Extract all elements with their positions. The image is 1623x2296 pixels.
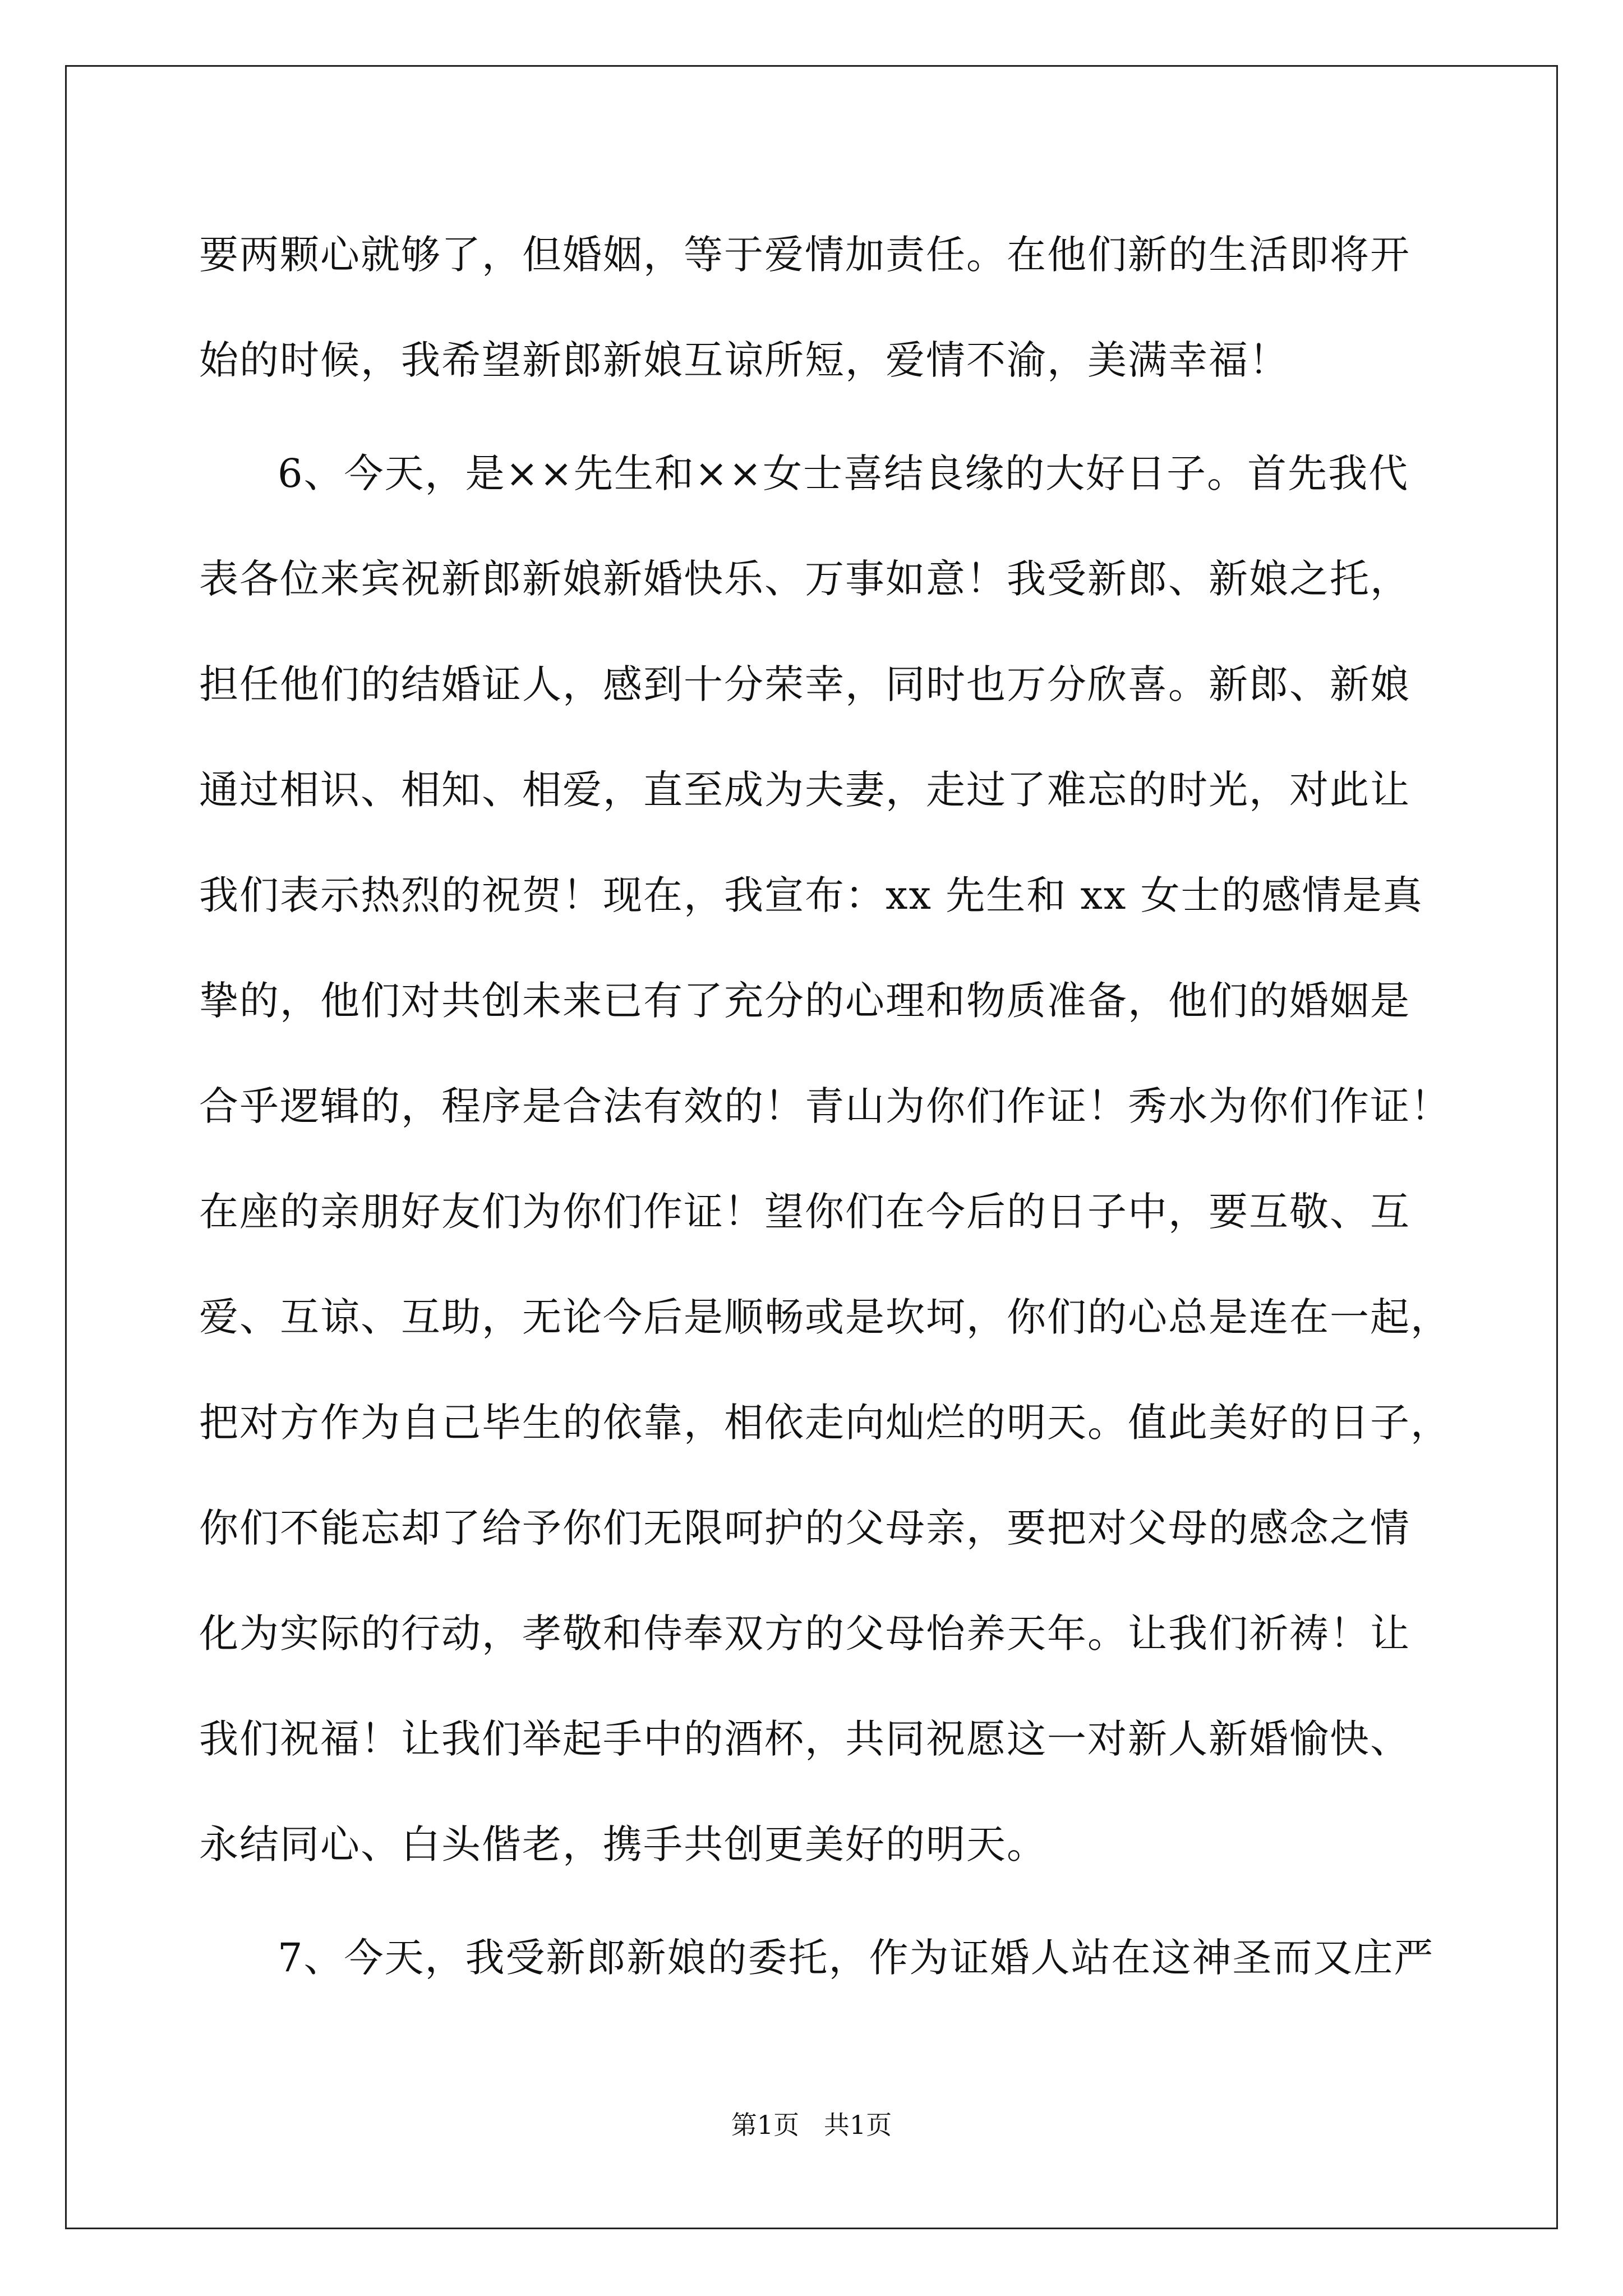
document-body xyxy=(199,202,1451,2010)
text-line: 通过相识、相知、相爱，直至成为夫妻，走过了难忘的时光，对此让 xyxy=(199,767,1410,813)
text-line: 7、今天，我受新郎新娘的委托，作为证婚人站在这神圣而又庄严 xyxy=(278,1935,1435,1981)
text-line: 你们不能忘却了给予你们无限呵护的父母亲，要把对父母的感念之情 xyxy=(199,1505,1410,1551)
text-line: 爱、互谅、互助，无论今后是顺畅或是坎坷，你们的心总是连在一起， xyxy=(199,1294,1451,1340)
text-line: 我们祝福！让我们举起手中的酒杯，共同祝愿这一对新人新婚愉快、 xyxy=(199,1716,1410,1762)
paragraph-gap xyxy=(199,1897,1433,1905)
text-line: 始的时候，我希望新郎新娘互谅所短，爱情不渝，美满幸福！ xyxy=(199,337,1289,383)
text-line: 永结同心、白头偕老，携手共创更美好的明天。 xyxy=(199,1821,1047,1867)
text-line: 在座的亲朋好友们为你们作证！望你们在今后的日子中，要互敬、互 xyxy=(199,1189,1410,1235)
paragraph-gap xyxy=(199,413,1433,421)
text-line: 我们表示热烈的祝贺！现在，我宣布：xx 先生和 xx 女士的感情是真 xyxy=(199,872,1423,918)
text-line: 化为实际的行动，孝敬和侍奉双方的父母怡养天年。让我们祈祷！让 xyxy=(199,1611,1410,1657)
text-line: 担任他们的结婚证人，感到十分荣幸，同时也万分欣喜。新郎、新娘 xyxy=(199,661,1410,707)
text-line: 合乎逻辑的，程序是合法有效的！青山为你们作证！秀水为你们作证！ xyxy=(199,1083,1451,1129)
text-line: 把对方作为自己毕生的依靠，相依走向灿烂的明天。值此美好的日子， xyxy=(199,1400,1451,1446)
text-line: 6、今天，是××先生和××女士喜结良缘的大好日子。首先我代 xyxy=(278,450,1409,496)
text-line: 挚的，他们对共创未来已有了充分的心理和物质准备，他们的婚姻是 xyxy=(199,978,1410,1024)
text-line: 表各位来宾祝新郎新娘新婚快乐、万事如意！我受新郎、新娘之托， xyxy=(199,556,1410,602)
page-footer: 第1页 共1页 xyxy=(731,2110,892,2140)
text-line: 要两颗心就够了，但婚姻，等于爱情加责任。在他们新的生活即将开 xyxy=(199,232,1410,278)
